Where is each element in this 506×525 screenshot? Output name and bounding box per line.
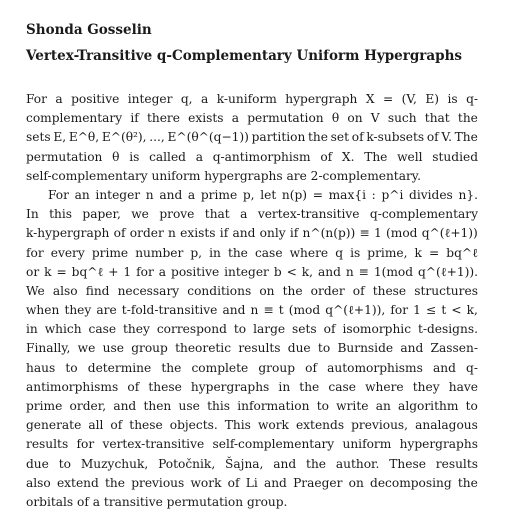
abstract-word: permutation [26, 149, 103, 164]
abstract-word: on [347, 111, 363, 126]
abstract-word: In [26, 207, 39, 222]
abstract-word: = [382, 92, 394, 106]
abstract-word: there [146, 111, 180, 126]
abstract-word: results [26, 437, 69, 452]
abstract-word: ≡ [263, 303, 274, 318]
abstract-word: extends [295, 418, 345, 433]
abstract-word: a [187, 187, 196, 202]
abstract-word: ..., [149, 130, 165, 145]
abstract-line-11 [26, 282, 478, 301]
abstract-word: the [308, 130, 328, 145]
abstract-word: in [26, 322, 38, 337]
abstract-word: to [65, 360, 78, 375]
abstract-word: hypergraphs [399, 437, 478, 452]
abstract-word: work [257, 418, 289, 433]
abstract-word: of [110, 418, 123, 433]
abstract-word: E^θ, [68, 130, 100, 145]
abstract-word: in [278, 379, 291, 394]
abstract-word: a [201, 92, 209, 106]
abstract-word: and [432, 360, 456, 375]
abstract-word: the [457, 475, 478, 490]
abstract-word: positive [171, 264, 220, 279]
abstract-word: every [50, 245, 85, 260]
abstract-word: number [135, 245, 184, 260]
abstract-word: q^(ℓ+1)). [418, 264, 478, 279]
abstract-line-5-text: self-complementary uniform hypergraphs are 2-complementary. [26, 168, 421, 183]
abstract-word: a [240, 207, 248, 222]
abstract-word: to [233, 322, 247, 337]
abstract-word: automorphisms [327, 360, 423, 375]
abstract-word: is [447, 92, 458, 106]
abstract-word: have [448, 379, 478, 394]
abstract-word: are [96, 303, 117, 318]
abstract-word: prime [91, 245, 129, 260]
abstract-word: Zassen- [430, 341, 478, 356]
abstract-word: results [238, 341, 281, 356]
abstract-word: : [371, 187, 376, 202]
abstract-word: and [273, 456, 297, 471]
abstract-word: the [105, 475, 125, 490]
abstract-word: these [372, 283, 407, 298]
abstract-word: well [397, 149, 423, 164]
abstract-word: sets [26, 130, 51, 145]
abstract-word: = [428, 245, 440, 260]
abstract-word: E, [53, 130, 67, 145]
abstract-word: of [352, 283, 365, 298]
abstract-word: use [102, 341, 124, 356]
abstract-word: k-uniform [216, 92, 277, 106]
abstract-word: to [316, 399, 329, 413]
abstract-word: an [74, 187, 90, 202]
abstract-word: and [159, 187, 183, 202]
abstract-line-4 [26, 148, 478, 167]
abstract-word: order [310, 283, 345, 298]
abstract-word: an [375, 399, 391, 413]
abstract-word: E^(θ^(q−1)) [167, 130, 249, 145]
abstract-word: q^(ℓ+1)), [325, 303, 386, 318]
abstract-word: t [441, 303, 447, 318]
abstract-word: θ [112, 149, 120, 164]
abstract-word: the [227, 245, 248, 260]
abstract-word: to [58, 456, 71, 471]
abstract-word: analagous [415, 418, 478, 433]
abstract-word: to [465, 399, 478, 413]
abstract-word: < [286, 264, 297, 279]
abstract-word: we [77, 341, 96, 356]
abstract-word: hypergraphs [190, 379, 270, 394]
abstract-word: for [136, 264, 154, 279]
abstract-word: exists [180, 226, 216, 241]
abstract-word: of [320, 149, 333, 164]
abstract-word: previous, [351, 418, 409, 433]
abstract-word: isomorphic [342, 322, 412, 337]
abstract-word: For [26, 92, 47, 106]
abstract-word: generate [26, 418, 82, 433]
abstract-word: group [131, 341, 168, 356]
abstract-word: author. [335, 456, 380, 471]
abstract-word: integer [127, 92, 173, 106]
abstract-line-5 [26, 167, 478, 186]
abstract-word: p, [242, 187, 255, 202]
abstract-word: set [330, 130, 350, 145]
abstract-word: = [56, 264, 67, 279]
abstract-word: these [148, 379, 182, 394]
abstract-word: divides [409, 187, 453, 202]
abstract-word: q- [466, 360, 478, 375]
abstract-word: Finally, [26, 341, 71, 356]
abstract-word: for [26, 245, 44, 260]
abstract-word: max{i [328, 187, 366, 202]
abstract-word: the [299, 379, 320, 394]
abstract-word: self-complementary [212, 437, 335, 452]
abstract-word: if [130, 111, 139, 126]
abstract-word: a [158, 264, 167, 279]
abstract-word: prime [26, 399, 63, 413]
abstract-word: Šajna, [225, 456, 264, 471]
abstract-word: results [435, 456, 478, 471]
abstract-line-3 [26, 128, 478, 147]
abstract-line-14 [26, 339, 478, 358]
abstract-line-18 [26, 416, 478, 435]
abstract-word: q-complementary [369, 207, 478, 222]
abstract-word: find [85, 283, 110, 298]
abstract-word: k, [466, 303, 478, 318]
abstract-word: Li [245, 475, 258, 490]
abstract-word: The [454, 130, 478, 145]
abstract-word: all [88, 418, 104, 433]
abstract-word: + [108, 264, 119, 279]
abstract-word: ≡ [359, 226, 370, 241]
abstract-line-22 [26, 493, 478, 512]
abstract-word: order, [69, 399, 107, 413]
abstract-word: uniform [342, 437, 392, 452]
abstract-word: algorithm [398, 399, 459, 413]
abstract-word: complete [191, 360, 249, 375]
abstract-word: or [26, 264, 40, 279]
abstract-word: necessary [117, 283, 180, 298]
abstract-word: due [26, 456, 49, 471]
abstract-word: such [387, 111, 417, 126]
abstract-word: then [143, 399, 172, 413]
abstract-word: We [26, 283, 45, 298]
abstract-word: This [224, 418, 251, 433]
abstract-word: Potočnik, [158, 456, 216, 471]
abstract-word: q-antimorphism [212, 149, 311, 164]
abstract-word: k-hypergraph [26, 226, 110, 241]
abstract-word: due [287, 341, 311, 356]
abstract-word: p, [190, 245, 203, 260]
abstract-word: θ [331, 111, 340, 126]
abstract-word: prove [159, 207, 195, 222]
abstract-word: that [424, 111, 450, 126]
abstract-word: for [390, 303, 409, 318]
abstract-word: on [348, 475, 364, 490]
abstract-word: theoretic [175, 341, 232, 356]
abstract-word: that [204, 207, 230, 222]
abstract-word: Burnside [337, 341, 394, 356]
abstract-word: p^i [381, 187, 404, 202]
abstract-word: t [278, 303, 284, 318]
abstract-line-2 [26, 109, 478, 128]
abstract-word: they [64, 303, 92, 318]
abstract-word: haus [26, 360, 56, 375]
abstract-word: a [195, 149, 203, 164]
abstract-line-13 [26, 320, 478, 339]
abstract-word: k [414, 245, 422, 260]
abstract-word: exists [188, 111, 224, 126]
abstract-word: conditions [187, 283, 252, 298]
abstract-word: V. [441, 130, 452, 145]
abstract-word: the [457, 111, 478, 126]
abstract-word: and [263, 475, 287, 490]
abstract-word: where [365, 379, 404, 394]
abstract-word: extend [56, 475, 99, 490]
abstract-word: (mod [288, 303, 321, 318]
abstract-word: information [237, 399, 310, 413]
abstract-word: k [44, 264, 52, 279]
abstract-word: correspond [156, 322, 227, 337]
abstract-word: partition [251, 130, 306, 145]
abstract-line-20 [26, 455, 478, 474]
abstract-word: large [253, 322, 286, 337]
abstract-word: integer [95, 187, 141, 202]
abstract-word: complementary [26, 111, 123, 126]
abstract-word: the [282, 283, 303, 298]
paper-title: Vertex-Transitive q-Complementary Uniform Hypergraphs [26, 48, 462, 64]
abstract-word: determine [87, 360, 152, 375]
abstract-word: 1 [374, 226, 382, 241]
abstract-word: previous [131, 475, 185, 490]
abstract-word: the [161, 360, 182, 375]
abstract-word: they [412, 379, 440, 394]
abstract-word: called [149, 149, 186, 164]
abstract-word: when [26, 303, 60, 318]
abstract-word: q^(ℓ+1)) [421, 226, 478, 241]
author-name: Shonda Gosselin [26, 22, 152, 38]
abstract-word: of [227, 475, 240, 490]
abstract-line-6 [26, 186, 478, 205]
abstract-word: The [364, 149, 388, 164]
abstract-word: sets [292, 322, 317, 337]
abstract-word: of [351, 130, 364, 145]
abstract-word: of [323, 322, 336, 337]
abstract-word: n}. [458, 187, 478, 202]
abstract-word: n [345, 264, 354, 279]
abstract [26, 90, 478, 512]
abstract-line-1 [26, 90, 478, 109]
abstract-word: E^(θ²), [101, 130, 147, 145]
abstract-word: hypergraph [285, 92, 358, 106]
abstract-word: q [335, 245, 344, 260]
abstract-word: X. [341, 149, 355, 164]
abstract-word: < [451, 303, 462, 318]
abstract-word: n [250, 303, 259, 318]
abstract-word: use [178, 399, 200, 413]
abstract-word: (mod [386, 226, 418, 241]
abstract-word: (V, [401, 92, 417, 106]
abstract-word: n [168, 226, 176, 241]
abstract-line-7 [26, 205, 478, 224]
abstract-word: t-fold-transitive [121, 303, 218, 318]
abstract-line-8 [26, 224, 478, 243]
abstract-word: k-subsets [366, 130, 425, 145]
abstract-word: a [55, 92, 63, 106]
abstract-word: this [49, 207, 72, 222]
abstract-word: integer [224, 264, 269, 279]
abstract-word: of [426, 130, 439, 145]
abstract-word: a [231, 111, 240, 126]
abstract-word: k, [301, 264, 314, 279]
abstract-word: n(p) [281, 187, 308, 202]
abstract-word: to [317, 341, 331, 356]
abstract-word: Muzychuk, [80, 456, 149, 471]
abstract-word: of [113, 226, 126, 241]
abstract-word: 1(mod [373, 264, 414, 279]
abstract-word: these [129, 418, 163, 433]
abstract-word: of [305, 360, 317, 375]
abstract-word: this [207, 399, 230, 413]
abstract-word: if [219, 226, 229, 241]
abstract-word: objects. [169, 418, 218, 433]
abstract-word: bq^ℓ [71, 264, 104, 279]
abstract-word: group [258, 360, 295, 375]
abstract-word: q- [466, 92, 478, 106]
abstract-line-21 [26, 474, 478, 493]
abstract-word: in [209, 245, 221, 260]
abstract-word: and [400, 341, 424, 356]
abstract-word: only [259, 226, 286, 241]
abstract-word: paper, [82, 207, 121, 222]
abstract-word: b [273, 264, 282, 279]
abstract-line-22-text: orbitals of a transitive permutation group. [26, 494, 288, 509]
abstract-word: V [370, 111, 380, 126]
abstract-word: t-designs. [417, 322, 478, 337]
abstract-word: and [222, 303, 246, 318]
abstract-word: the [306, 456, 327, 471]
abstract-word: and [232, 226, 256, 241]
abstract-line-10 [26, 263, 478, 282]
abstract-word: and [317, 264, 341, 279]
abstract-word: E) [425, 92, 440, 106]
abstract-word: permutation [247, 111, 324, 126]
abstract-word: X [365, 92, 375, 106]
abstract-line-15 [26, 359, 478, 378]
abstract-word: let [260, 187, 277, 202]
abstract-word: where [289, 245, 329, 260]
abstract-line-16 [26, 378, 478, 397]
abstract-word: For [48, 187, 69, 202]
abstract-word: positive [71, 92, 120, 106]
abstract-word: = [312, 187, 323, 202]
abstract-line-12 [26, 301, 478, 320]
abstract-word: prime, [367, 245, 408, 260]
abstract-word: is [350, 245, 361, 260]
abstract-word: bq^ℓ [446, 245, 478, 260]
abstract-word: Praeger [293, 475, 343, 490]
abstract-word: if [289, 226, 299, 241]
abstract-word: for [76, 437, 95, 452]
abstract-word: which [44, 322, 82, 337]
abstract-word: n^(n(p)) [302, 226, 356, 241]
abstract-word: work [190, 475, 222, 490]
abstract-word: ≡ [358, 264, 369, 279]
abstract-word: write [336, 399, 369, 413]
abstract-word: 1 [123, 264, 132, 279]
abstract-line-19 [26, 435, 478, 454]
abstract-word: order [129, 226, 164, 241]
abstract-word: antimorphisms [26, 379, 119, 394]
abstract-word: q, [180, 92, 193, 106]
abstract-word: we [131, 207, 149, 222]
abstract-word: of [127, 379, 140, 394]
abstract-word: case [88, 322, 117, 337]
abstract-word: vertex-transitive [102, 437, 205, 452]
abstract-word: prime [200, 187, 238, 202]
abstract-word: case [328, 379, 356, 394]
abstract-word: also [26, 475, 51, 490]
abstract-word: 1 [413, 303, 421, 318]
abstract-line-9 [26, 244, 478, 263]
abstract-word: ≤ [426, 303, 437, 318]
abstract-word: case [254, 245, 283, 260]
abstract-word: vertex-transitive [257, 207, 360, 222]
abstract-word: and [113, 399, 137, 413]
abstract-word: decomposing [370, 475, 452, 490]
abstract-word: is [129, 149, 140, 164]
abstract-word: n [145, 187, 154, 202]
abstract-word: they [123, 322, 150, 337]
abstract-word: on [259, 283, 275, 298]
abstract-word: structures [414, 283, 478, 298]
abstract-word: also [52, 283, 78, 298]
abstract-word: studied [432, 149, 478, 164]
abstract-line-17 [26, 397, 478, 416]
abstract-word: These [389, 456, 426, 471]
